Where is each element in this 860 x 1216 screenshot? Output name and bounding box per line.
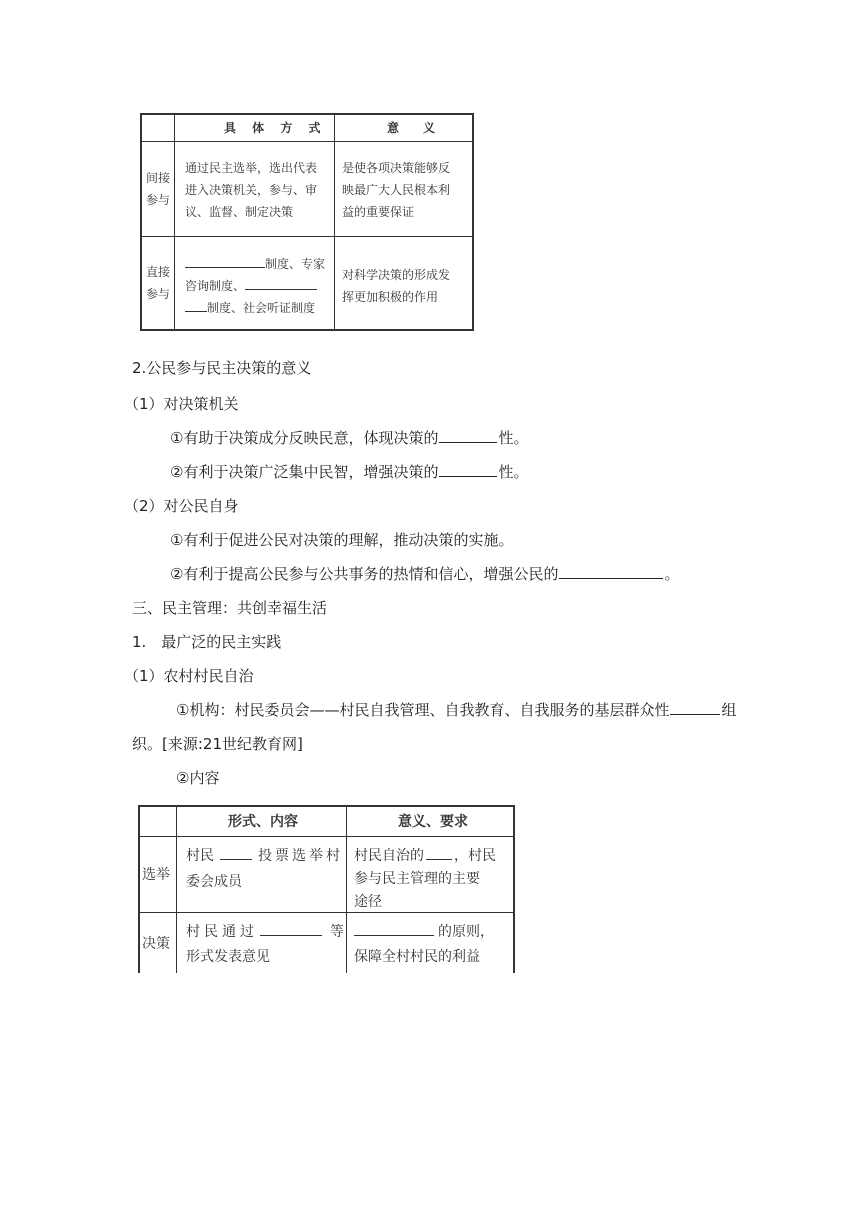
answer-blank[interactable] <box>185 255 265 268</box>
item-text: 组 <box>721 701 737 719</box>
cell-text: 议、监督、制定决策 <box>185 205 294 219</box>
answer-blank[interactable] <box>245 277 317 290</box>
cell-text: 途径 <box>354 894 382 910</box>
table-divider <box>140 912 513 913</box>
item-text: ②有利于提高公民参与公共事务的热情和信心，增强公民的 <box>170 565 559 583</box>
item-text: ①机构：村民委员会——村民自我管理、自我教育、自我服务的基层群众性 <box>176 701 670 719</box>
answer-blank[interactable] <box>439 428 497 443</box>
subheading: （1）对决策机关 <box>124 395 239 413</box>
list-item <box>170 462 528 482</box>
cell-text: 保障全村村民的利益 <box>354 949 480 965</box>
answer-blank[interactable] <box>426 847 452 860</box>
table-header-form: 形式、内容 <box>228 814 298 830</box>
answer-blank[interactable] <box>559 564 663 579</box>
item-text: 性。 <box>498 463 529 481</box>
list-item <box>170 428 528 448</box>
item-text: 。 <box>664 565 680 583</box>
cell-text-part: ，村民 <box>454 848 496 864</box>
cell-text: 参与民主管理的主要 <box>354 871 480 887</box>
cell-text: 形式发表意见 <box>186 949 270 965</box>
section-heading: 三、民主管理：共创幸福生活 <box>132 599 328 617</box>
answer-blank[interactable] <box>220 847 252 860</box>
cell-text-part: 村民通过 <box>186 924 258 940</box>
cell-text: 益的重要保证 <box>342 205 415 219</box>
item-text: ②有利于决策广泛集中民智，增强决策的 <box>170 463 439 481</box>
table-divider <box>142 141 472 142</box>
answer-blank[interactable] <box>670 700 720 715</box>
cell-text: 进入决策机关，参与、审 <box>185 183 318 197</box>
answer-blank[interactable] <box>260 923 322 936</box>
row-label: 参与 <box>146 287 171 301</box>
table-header-method: 具 体 方 式 <box>224 121 327 135</box>
list-item: ①有利于促进公民对决策的理解，推动决策的实施。 <box>170 531 514 549</box>
row-label: 决策 <box>142 936 170 952</box>
item-text: ①有助于决策成分反映民意，体现决策的 <box>170 429 439 447</box>
cell-text <box>186 843 343 869</box>
list-item: ②内容 <box>176 769 220 787</box>
cell-text: 对科学决策的形成发 <box>342 268 451 282</box>
list-item <box>176 700 736 720</box>
cell-text-part: 投票选举村 <box>258 848 343 864</box>
cell-text-part: 等 <box>330 924 344 940</box>
table-header-requirement: 意义、要求 <box>398 814 468 830</box>
cell-text-part: 制度、社会听证制度 <box>207 301 316 315</box>
cell-text-part: 村民自治的 <box>354 848 424 864</box>
cell-text <box>186 919 344 945</box>
cell-text-part: 的原则， <box>438 924 494 940</box>
section-heading: 2.公民参与民主决策的意义 <box>132 359 312 377</box>
subheading: 1. 最广泛的民主实践 <box>132 633 282 651</box>
table-divider <box>142 236 472 237</box>
cell-text <box>185 253 325 275</box>
cell-text <box>185 275 317 297</box>
table-divider <box>334 115 335 329</box>
table-participation-methods <box>140 113 474 331</box>
table-village-autonomy <box>138 805 515 973</box>
row-label: 选举 <box>142 867 170 883</box>
answer-blank[interactable] <box>439 462 497 477</box>
subheading: （1）农村村民自治 <box>124 667 254 685</box>
cell-text <box>354 919 494 945</box>
cell-text: 委会成员 <box>186 874 242 890</box>
table-divider <box>174 115 175 329</box>
table-divider <box>346 807 347 973</box>
cell-text <box>185 297 315 319</box>
table-divider <box>176 807 177 973</box>
subheading: （2）对公民自身 <box>124 497 239 515</box>
cell-text: 通过民主选举，选出代表 <box>185 161 318 175</box>
cell-text: 挥更加积极的作用 <box>342 290 439 304</box>
row-label: 直接 <box>146 265 171 279</box>
cell-text: 映最广大人民根本利 <box>342 183 451 197</box>
table-header-meaning: 意 义 <box>387 121 442 135</box>
list-item-continued: 织。[来源:21世纪教育网] <box>132 735 303 753</box>
list-item <box>170 564 679 584</box>
row-label: 间接 <box>146 171 171 185</box>
cell-text-part: 村民 <box>186 848 214 864</box>
cell-text-part: 咨询制度、 <box>185 279 246 293</box>
cell-text: 是使各项决策能够反 <box>342 161 451 175</box>
table-divider <box>140 836 513 837</box>
answer-blank[interactable] <box>185 299 207 312</box>
row-label: 参与 <box>146 193 171 207</box>
answer-blank[interactable] <box>354 923 434 936</box>
item-text: 性。 <box>498 429 529 447</box>
cell-text-part: 制度、专家 <box>265 257 326 271</box>
